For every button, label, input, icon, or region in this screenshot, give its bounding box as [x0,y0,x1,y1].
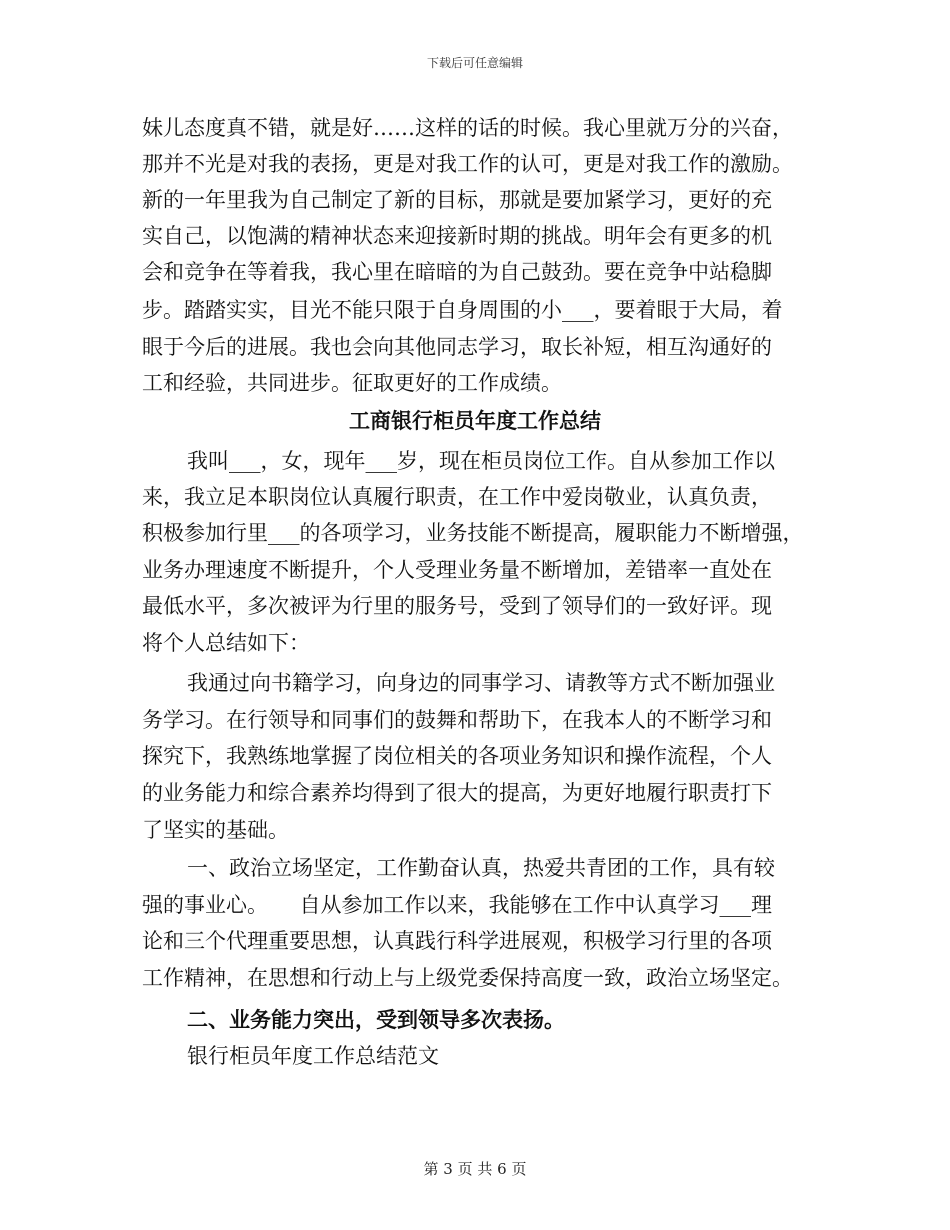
body-line: 那并不光是对我的表扬，更是对我工作的认可，更是对我工作的激励。 [142,152,793,176]
body-line: 会和竞争在等着我，我心里在暗暗的为自己鼓劲。要在竞争中站稳脚 [142,260,772,284]
body-line: 眼于今后的进展。我也会向其他同志学习，取长补短，相互沟通好的 [142,335,772,359]
body-line: 最低水平，多次被评为行里的服务号，受到了领导们的一致好评。现 [142,594,772,618]
body-line: 工和经验，共同进步。征取更好的工作成绩。 [142,371,562,395]
body-line: 务学习。在行领导和同事们的鼓舞和帮助下，在我本人的不断学习和 [142,708,772,732]
body-line: 业务办理速度不断提升，个人受理业务量不断增加，差错率一直处在 [142,558,772,582]
subsection-heading: 二、业务能力突出，受到领导多次表扬。 [187,1007,565,1032]
body-line: 银行柜员年度工作总结范文 [187,1044,439,1068]
body-line: 实自己，以饱满的精神状态来迎接新时期的挑战。明年会有更多的机 [142,224,772,248]
body-line: 强的事业心。 自从参加工作以来，我能够在工作中认真学习___理 [142,893,772,917]
body-line: 来，我立足本职岗位认真履行职责，在工作中爱岗敬业，认真负责， [142,485,772,509]
body-line: 将个人总结如下： [142,631,310,655]
body-line: 了坚实的基础。 [142,818,289,842]
body-line: 工作精神，在思想和行动上与上级党委保持高度一致，政治立场坚定。 [142,966,793,990]
body-line: 的业务能力和综合素养均得到了很大的提高，为更好地履行职责打下 [142,781,772,805]
body-line: 我通过向书籍学习，向身边的同事学习、请教等方式不断加强业 [187,671,775,695]
body-line: 步。踏踏实实，目光不能只限于自身周围的小___，要着眼于大局，着 [142,298,783,322]
body-line: 论和三个代理重要思想，认真践行科学进展观，积极学习行里的各项 [142,929,772,953]
body-line: 新的一年里我为自己制定了新的目标，那就是要加紧学习，更好的充 [142,188,772,212]
body-line: 探究下，我熟练地掌握了岗位相关的各项业务知识和操作流程，个人 [142,744,772,768]
header-note: 下载后可任意编辑 [426,56,523,70]
body-line: 妹儿态度真不错，就是好……这样的话的时候。我心里就万分的兴奋， [142,116,793,140]
body-line: 一、政治立场坚定，工作勤奋认真，热爱共青团的工作，具有较 [187,856,775,880]
body-line: 积极参加行里___的各项学习，业务技能不断提高，履职能力不断增强， [142,521,804,545]
body-line: 我叫___，女，现年___岁，现在柜员岗位工作。自从参加工作以 [187,449,775,473]
section-title: 工商银行柜员年度工作总结 [349,408,601,433]
page-indicator: 第 3 页 共 6 页 [423,1160,527,1178]
